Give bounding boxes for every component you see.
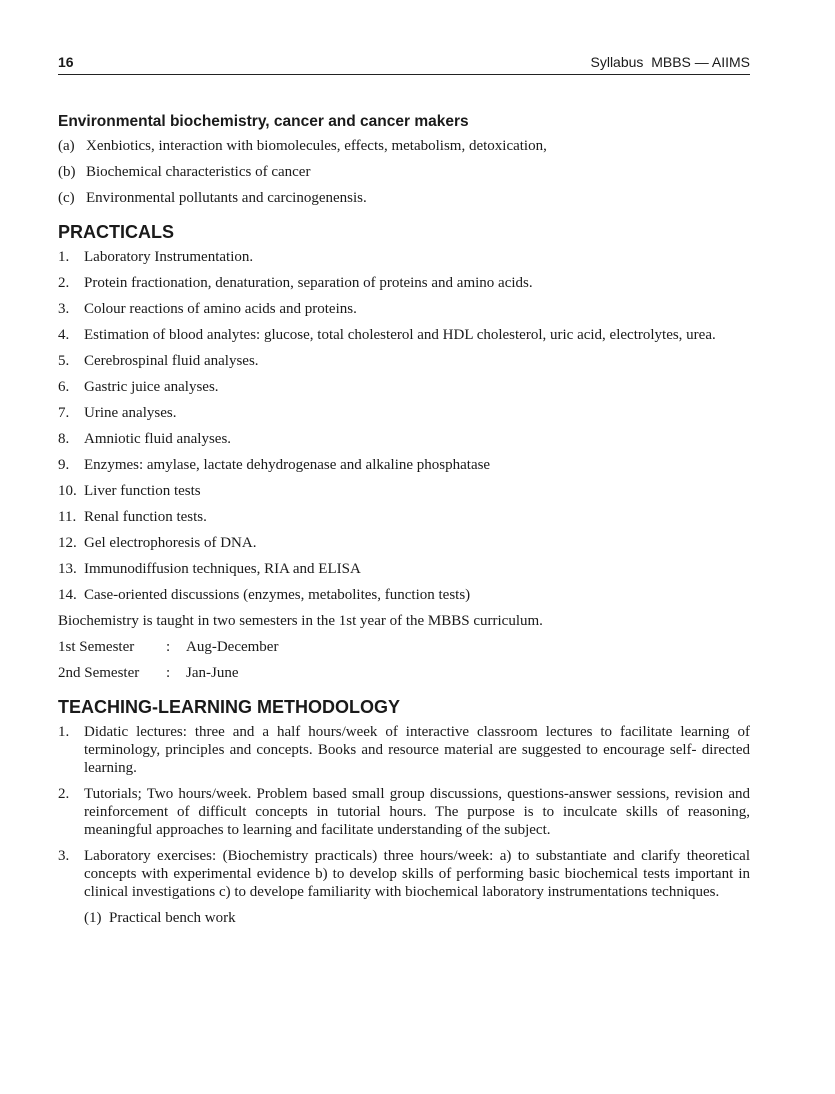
list-text: Biochemical characteristics of cancer: [86, 164, 311, 180]
list-text: Cerebrospinal fluid analyses.: [84, 353, 259, 369]
list-text: Xenbiotics, interaction with biomolecules, effects, metabolism, detoxication,: [86, 138, 547, 154]
page-number: 16: [58, 54, 74, 70]
list-item: [58, 723, 750, 777]
list-marker: 4.: [58, 327, 70, 343]
list-text: Urine analyses.: [84, 405, 177, 421]
list-text: Case-oriented discussions (enzymes, metabolites, function tests): [84, 587, 471, 603]
semester-label: 1st Semester: [58, 639, 135, 655]
list-item: [58, 785, 750, 839]
list-item: [58, 534, 750, 552]
list-marker: 1.: [58, 249, 70, 265]
semester-separator: :: [166, 639, 171, 655]
semester-label: 2nd Semester: [58, 665, 140, 681]
list-marker: 8.: [58, 431, 70, 447]
list-item: [58, 378, 750, 396]
list-text: Didatic lectures: three and a half hours/week of interactive classroom lectures to facilitate learning of terminology, principles and concepts. Books and resource material are suggested to encourage self- directed learning.: [84, 724, 750, 776]
methodology-list: [58, 723, 750, 927]
list-text: Immunodiffusion techniques, RIA and ELISA: [84, 561, 361, 577]
methodology-heading: TEACHING-LEARNING METHODOLOGY: [58, 697, 400, 717]
list-marker: 11.: [58, 509, 77, 525]
list-marker: (b): [58, 164, 76, 180]
list-marker: 12.: [58, 535, 77, 551]
list-item: [58, 352, 750, 370]
environmental-heading: Environmental biochemistry, cancer and cancer makers: [58, 113, 469, 130]
list-item: [58, 326, 750, 344]
list-item: [58, 248, 750, 266]
list-marker: 10.: [58, 483, 77, 499]
list-marker: 3.: [58, 301, 70, 317]
list-text: Estimation of blood analytes: glucose, total cholesterol and HDL cholesterol, uric acid, electrolytes, urea.: [84, 327, 716, 343]
curriculum-note: Biochemistry is taught in two semesters in the 1st year of the MBBS curriculum.: [58, 613, 543, 629]
list-text: Liver function tests: [84, 483, 201, 499]
semester-row: [58, 664, 750, 682]
list-text: Environmental pollutants and carcinogenensis.: [86, 190, 367, 206]
list-marker: 6.: [58, 379, 70, 395]
list-marker: (c): [58, 190, 75, 206]
list-text: Colour reactions of amino acids and proteins.: [84, 301, 357, 317]
semester-row: [58, 638, 750, 656]
list-marker: 5.: [58, 353, 70, 369]
list-text: Renal function tests.: [84, 509, 207, 525]
list-item: [58, 560, 750, 578]
list-marker: 7.: [58, 405, 70, 421]
list-text: Laboratory Instrumentation.: [84, 249, 254, 265]
list-item: [58, 404, 750, 422]
list-marker: 14.: [58, 587, 77, 603]
environmental-list: [58, 137, 750, 207]
list-item: [58, 847, 750, 901]
list-item: [58, 300, 750, 318]
list-marker: 2.: [58, 786, 70, 802]
list-text: Amniotic fluid analyses.: [84, 431, 232, 447]
semester-period: Aug-December: [186, 639, 279, 655]
list-item: [58, 163, 750, 181]
semester-period: Jan-June: [186, 665, 239, 681]
list-item: [58, 274, 750, 292]
list-item: [58, 430, 750, 448]
list-item: [58, 508, 750, 526]
practicals-list: [58, 248, 750, 604]
list-item: [58, 137, 750, 155]
running-title: Syllabus MBBS — AIIMS: [590, 54, 750, 70]
sub-list-item: (1) Practical bench work: [84, 910, 236, 926]
list-item: [58, 482, 750, 500]
semester-separator: :: [166, 665, 171, 681]
list-marker: 2.: [58, 275, 70, 291]
page-content: [58, 112, 750, 927]
list-text: Enzymes: amylase, lactate dehydrogenase and alkaline phosphatase: [84, 457, 491, 473]
list-text: Tutorials; Two hours/week. Problem based small group discussions, questions-answer sessions, revision and reinforcement of difficult concepts in tutorial hours. The purpose is to inculcate skills of reasoning, meaningful approaches to learning and facilitate understanding of the subject.: [84, 786, 750, 838]
list-marker: 3.: [58, 848, 70, 864]
list-marker: (a): [58, 138, 75, 154]
list-marker: 1.: [58, 724, 70, 740]
page-header: [58, 52, 750, 75]
practicals-heading: PRACTICALS: [58, 222, 174, 242]
list-marker: 13.: [58, 561, 77, 577]
list-item: [58, 586, 750, 604]
list-marker: 9.: [58, 457, 70, 473]
list-item: [58, 189, 750, 207]
list-text: Protein fractionation, denaturation, separation of proteins and amino acids.: [84, 275, 533, 291]
list-text: Gel electrophoresis of DNA.: [84, 535, 257, 551]
list-item: [58, 456, 750, 474]
list-text: Laboratory exercises: (Biochemistry practicals) three hours/week: a) to substantiate and clarify theoretical concepts with experimental evidence b) to develop skills of performing basic biochemical tests important in clinical investigations c) to develope familiarity with biochemical laboratory instrumentations techniques.: [84, 848, 750, 900]
list-text: Gastric juice analyses.: [84, 379, 219, 395]
